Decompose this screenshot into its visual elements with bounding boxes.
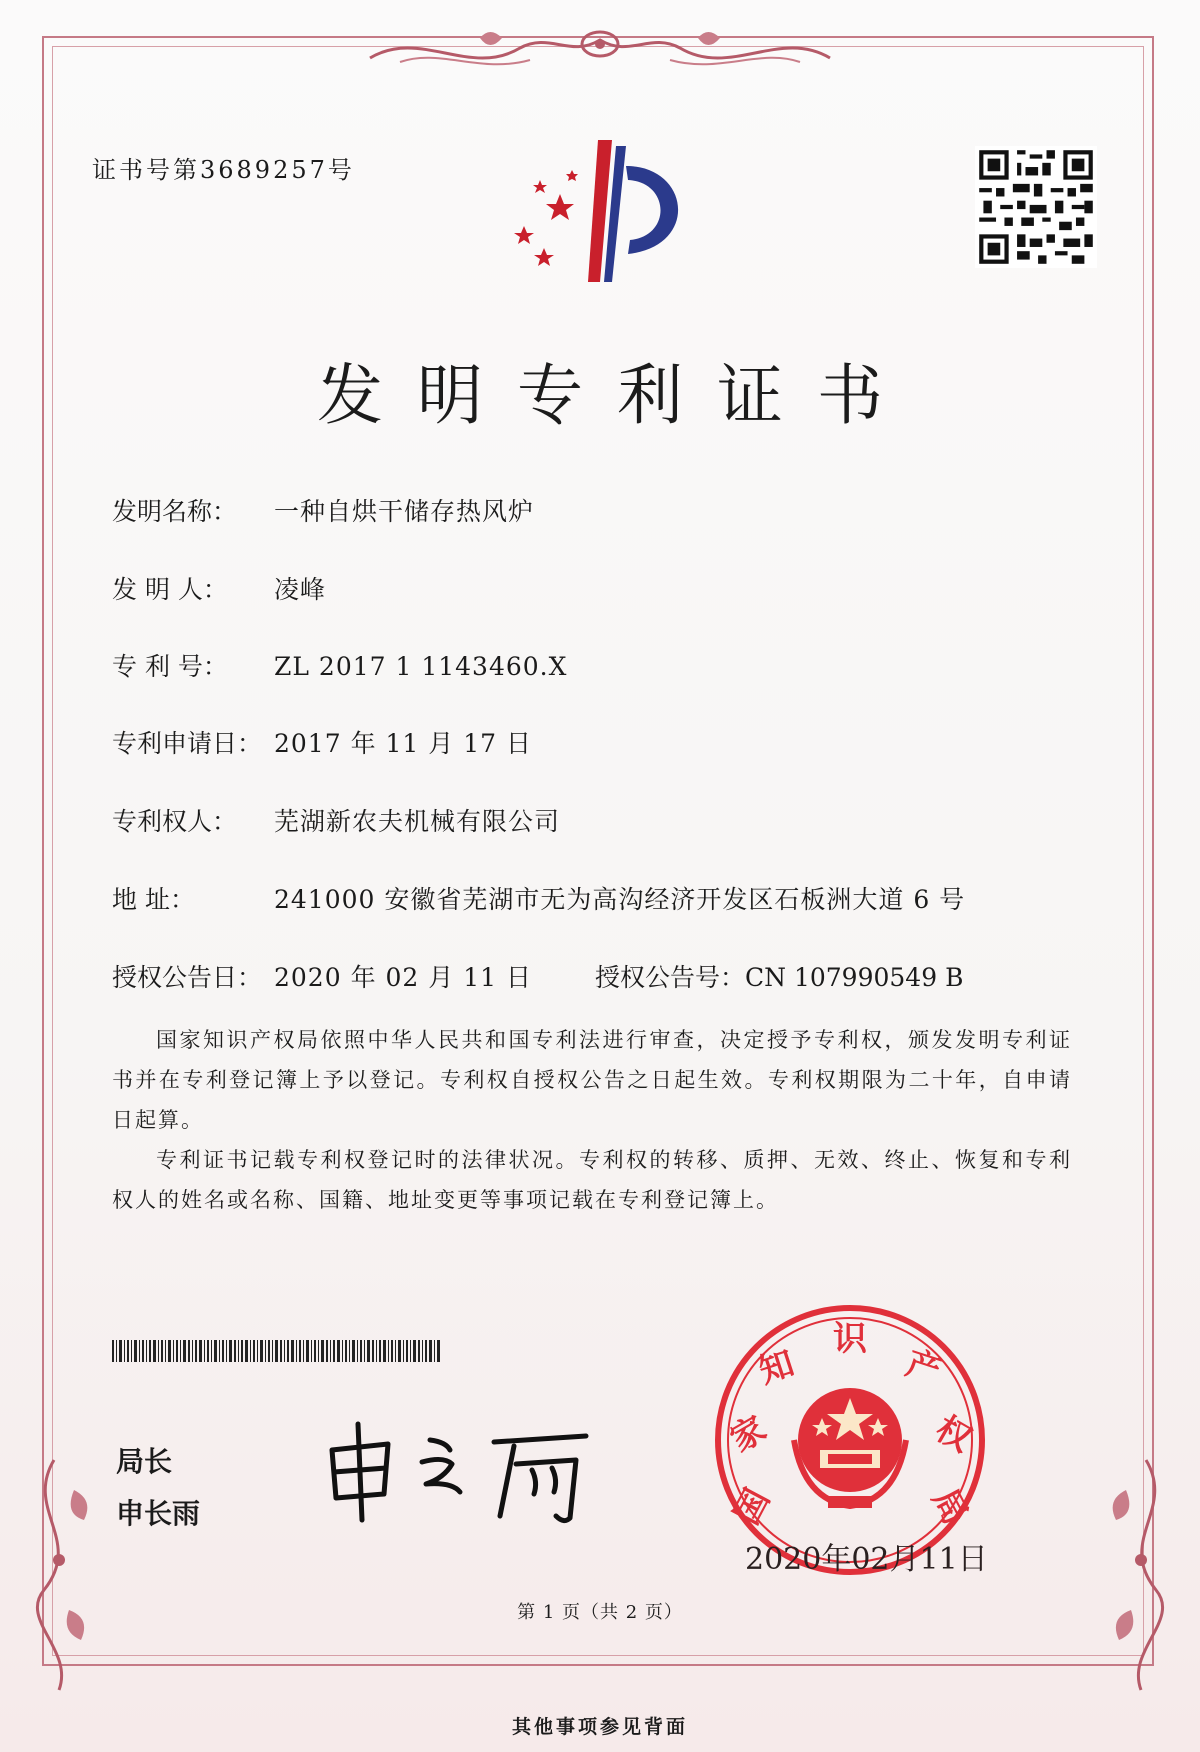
certificate-title: 发明专利证书 — [317, 357, 917, 434]
field-label: 授权公告日： — [112, 963, 263, 992]
svg-text:产: 产 — [901, 1343, 946, 1392]
svg-text:识: 识 — [833, 1319, 867, 1359]
field-address — [112, 880, 965, 916]
patent-office-emblem-icon — [500, 136, 700, 286]
director-signature — [318, 1416, 608, 1526]
certificate-number: 证书号第3689257号 — [92, 156, 355, 184]
field-invention-name — [112, 492, 534, 528]
barcode-icon — [112, 1340, 440, 1362]
field-grant-number — [595, 958, 963, 994]
field-label: 地 址： — [112, 885, 195, 914]
svg-text:局: 局 — [924, 1482, 976, 1532]
qr-code-icon — [975, 146, 1097, 268]
field-value: ZL 2017 1 1143460.X — [274, 652, 568, 681]
field-patent-number — [112, 647, 567, 683]
field-inventor — [112, 570, 326, 606]
field-value: 241000 安徽省芜湖市无为高沟经济开发区石板洲大道 6 号 — [274, 885, 966, 914]
paragraph: 专利证书记载专利权登记时的法律状况。专利权的转移、质押、无效、终止、恢复和专利权人的姓名或名称、国籍、地址变更等事项记载在专利登记簿上。 — [112, 1148, 1072, 1212]
page-number: 第 1 页（共 2 页） — [517, 1602, 683, 1623]
svg-text:国: 国 — [726, 1482, 778, 1532]
director-name: 申长雨 — [116, 1497, 201, 1530]
field-value: 2017 年 11 月 17 日 — [274, 729, 532, 758]
seal-date: 2020年02月11日 — [745, 1542, 988, 1577]
director-title: 局长 — [116, 1445, 173, 1478]
field-label: 发明名称： — [112, 497, 238, 526]
field-label: 发 明 人： — [112, 575, 228, 604]
bottom-left-ornament — [14, 1450, 124, 1700]
field-label: 专利权人： — [112, 807, 238, 836]
field-grant-date — [112, 958, 532, 994]
field-patentee — [112, 802, 560, 838]
bottom-right-ornament — [1076, 1450, 1186, 1700]
legal-statement — [112, 1020, 1072, 1220]
top-ornament — [360, 18, 840, 82]
field-value: CN 107990549 B — [745, 963, 964, 992]
field-label: 专 利 号： — [112, 652, 228, 681]
field-label: 授权公告号： — [595, 963, 746, 992]
field-value: 一种自烘干储存热风炉 — [274, 497, 535, 526]
field-application-date — [112, 724, 532, 760]
svg-text:家: 家 — [723, 1408, 774, 1461]
svg-text:权: 权 — [928, 1408, 979, 1461]
footer-note: 其他事项参见背面 — [511, 1716, 688, 1738]
field-value: 凌峰 — [274, 575, 327, 604]
field-value: 2020 年 02 月 11 日 — [274, 963, 532, 992]
field-value: 芜湖新农夫机械有限公司 — [274, 807, 561, 836]
svg-text:知: 知 — [754, 1343, 799, 1392]
paragraph: 国家知识产权局依照中华人民共和国专利法进行审查，决定授予专利权，颁发发明专利证书并在专利登记簿上予以登记。专利权自授权公告之日起生效。专利权期限为二十年，自申请日起算。 — [112, 1028, 1072, 1132]
field-label: 专利申请日： — [112, 729, 263, 758]
